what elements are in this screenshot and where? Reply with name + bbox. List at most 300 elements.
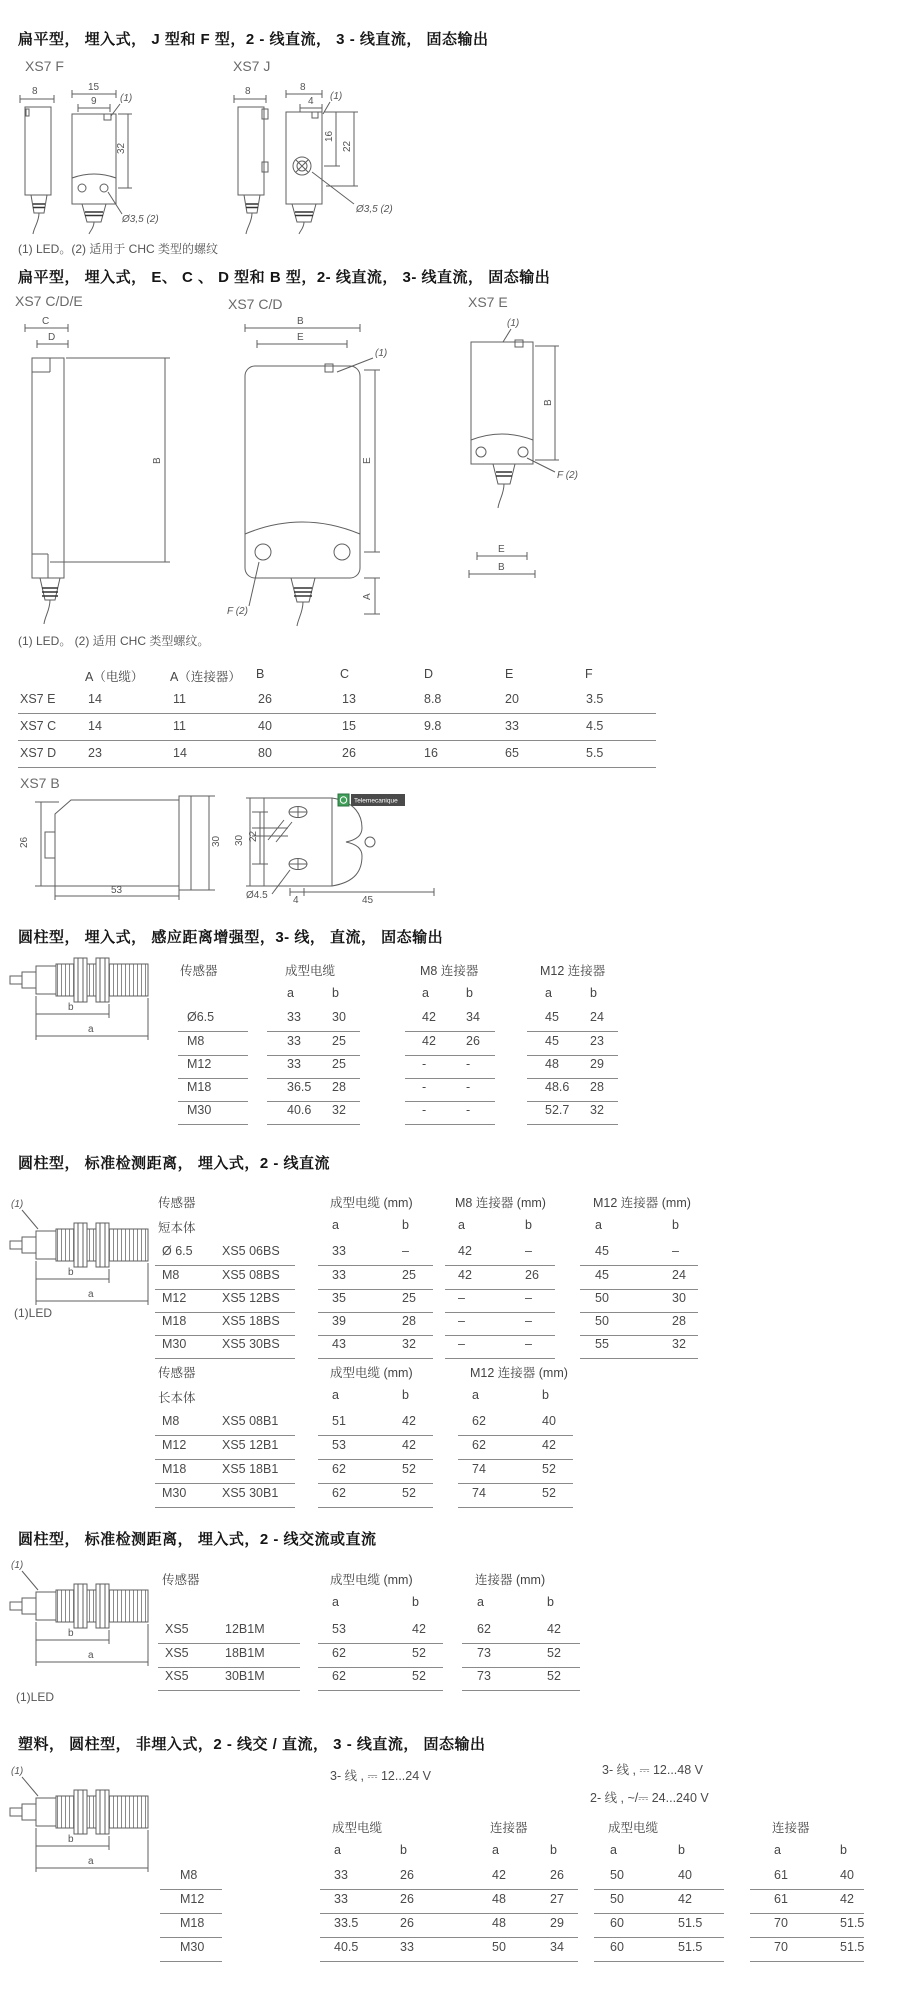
table-row <box>0 719 900 739</box>
cell: 16 <box>424 746 438 760</box>
table-row <box>0 1414 900 1434</box>
dim-label: B <box>498 562 505 573</box>
row-underline <box>18 740 656 741</box>
cell: 40 <box>542 1414 556 1428</box>
cell: 33 <box>334 1868 348 1882</box>
cell: 13 <box>342 692 356 706</box>
cell: 32 <box>672 1337 686 1351</box>
cell: 61 <box>774 1868 788 1882</box>
cell: 50 <box>492 1940 506 1954</box>
sub-col-b: b <box>542 1388 549 1402</box>
row-underline <box>267 1031 360 1032</box>
table-header-row <box>0 961 900 981</box>
row-underline <box>527 1078 618 1079</box>
row-code: XS5 12B1 <box>222 1438 279 1452</box>
col-header: M8 连接器 <box>420 964 479 978</box>
sub-col-a: a <box>422 986 429 1000</box>
row-underline <box>527 1101 618 1102</box>
row-underline <box>318 1667 443 1668</box>
cell: 73 <box>477 1669 491 1683</box>
svg-text:b: b <box>68 1834 74 1845</box>
row-underline <box>267 1101 360 1102</box>
row-code: 12B1M <box>225 1622 265 1636</box>
sub-col-b: b <box>466 986 473 1000</box>
sub-col-a: a <box>332 1218 339 1232</box>
cell: 42 <box>840 1892 854 1906</box>
hole-label: F (2) <box>227 606 248 617</box>
dim-label: E <box>297 332 304 343</box>
row-underline <box>155 1335 295 1336</box>
sub-col-b: b <box>840 1843 847 1857</box>
dim-label: 8 <box>300 82 306 93</box>
row-underline <box>178 1031 248 1032</box>
sub-col-a: a <box>545 986 552 1000</box>
row-underline <box>405 1124 495 1125</box>
dim-label: 15 <box>88 82 100 93</box>
row-underline <box>462 1690 580 1691</box>
row-underline <box>318 1358 433 1359</box>
cell: 33 <box>287 1034 301 1048</box>
table-subheader-row <box>0 1388 900 1408</box>
cell: 25 <box>402 1291 416 1305</box>
dim-label: 53 <box>111 885 123 896</box>
table-row <box>0 1244 900 1264</box>
dim-label: 32 <box>116 142 127 154</box>
cell: 62 <box>332 1462 346 1476</box>
col-header: 长本体 <box>158 1391 196 1405</box>
svg-text:b: b <box>68 1267 74 1278</box>
voltage-label-3: 2- 线 , ~/⎓ 24...240 V <box>590 1791 709 1805</box>
cell: 23 <box>590 1034 604 1048</box>
hole-label: Ø3,5 (2) <box>356 204 393 215</box>
row-underline <box>155 1483 295 1484</box>
table-row <box>0 1268 900 1288</box>
table-row <box>0 1291 900 1311</box>
cell: – <box>525 1244 532 1258</box>
row-underline <box>750 1889 864 1890</box>
sub-col-b: b <box>402 1388 409 1402</box>
row-underline <box>267 1055 360 1056</box>
section-title-flat-ecdb: 扁平型， 埋入式， E、 C 、 D 型和 B 型，2- 线直流， 3- 线直流， 固态输出 <box>18 269 551 286</box>
row-underline <box>320 1913 578 1914</box>
row-label: M18 <box>187 1080 212 1094</box>
row-label: M18 <box>162 1314 187 1328</box>
cell: 52 <box>547 1646 561 1660</box>
cell: – <box>525 1337 532 1351</box>
cell: 26 <box>550 1868 564 1882</box>
dim-label: 8 <box>32 86 38 97</box>
col-header: 连接器 <box>490 1821 528 1835</box>
row-underline <box>458 1459 573 1460</box>
table-header-row <box>0 1570 900 1590</box>
footnote-1: (1) LED。(2) 适用于 CHC 类型的螺纹 <box>18 242 219 256</box>
row-underline <box>155 1358 295 1359</box>
led-callout <box>11 1766 38 1796</box>
row-label: M12 <box>187 1057 212 1071</box>
xs7cd-outline <box>245 324 380 626</box>
model-label-xs7j: XS7 J <box>233 58 271 74</box>
svg-text:(1): (1) <box>11 1560 24 1571</box>
cell: 62 <box>332 1486 346 1500</box>
row-label: XS7 C <box>20 719 57 733</box>
cell: 39 <box>332 1314 346 1328</box>
table-row <box>0 692 900 712</box>
xs7b-side-drawing <box>15 790 233 905</box>
col-header: M12 连接器 (mm) <box>470 1366 568 1380</box>
col-header: 传感器 <box>158 1196 196 1210</box>
cell: - <box>422 1080 427 1094</box>
row-underline <box>580 1335 698 1336</box>
cell: - <box>422 1103 427 1117</box>
sub-col-b: b <box>402 1218 409 1232</box>
cell: 26 <box>466 1034 480 1048</box>
row-underline <box>445 1358 555 1359</box>
cell: 26 <box>258 692 272 706</box>
col-header: M8 连接器 (mm) <box>455 1196 546 1210</box>
dim-label: E <box>498 544 505 555</box>
xs7j-side-view <box>234 95 268 234</box>
col-header: 成型电缆 <box>332 1821 383 1835</box>
led-note: (1)LED <box>16 1690 55 1704</box>
xs7e-outline <box>469 329 559 578</box>
table-subheader-row <box>0 1218 900 1238</box>
cell: 4.5 <box>586 719 604 733</box>
cell: 45 <box>545 1034 559 1048</box>
row-label: M8 <box>180 1868 198 1882</box>
sub-col-b: b <box>590 986 597 1000</box>
row-code: XS5 08B1 <box>222 1414 279 1428</box>
cell: 42 <box>458 1268 472 1282</box>
row-code: XS5 18B1 <box>222 1462 279 1476</box>
row-label: M12 <box>180 1892 205 1906</box>
cell: 28 <box>332 1080 346 1094</box>
row-underline <box>750 1961 864 1962</box>
table-row <box>0 746 900 766</box>
hole-label: Ø3,5 (2) <box>122 214 159 225</box>
cell: 28 <box>402 1314 416 1328</box>
row-code: XS5 12BS <box>222 1291 280 1305</box>
table-row <box>0 1486 900 1506</box>
cell: 42 <box>422 1034 436 1048</box>
telemecanique-brand-badge <box>338 794 405 806</box>
cell: 25 <box>402 1268 416 1282</box>
model-label-xs7cde: XS7 C/D/E <box>15 293 83 309</box>
table-row <box>0 1034 900 1054</box>
table-row <box>0 1010 900 1030</box>
section-title-plastic-cyl: 塑料， 圆柱型， 非埋入式，2 - 线交 / 直流， 3 - 线直流， 固态输出 <box>18 1736 486 1753</box>
table-row <box>0 1103 900 1123</box>
cell: 42 <box>402 1414 416 1428</box>
cell: 48 <box>545 1057 559 1071</box>
cell: 48 <box>492 1916 506 1930</box>
cell: 32 <box>590 1103 604 1117</box>
sub-col-a: a <box>332 1595 339 1609</box>
col-header: A（电缆） <box>85 670 144 684</box>
col-header: 传感器 <box>162 1573 200 1587</box>
cell: 45 <box>595 1244 609 1258</box>
row-underline <box>405 1031 495 1032</box>
row-label: M12 <box>162 1438 187 1452</box>
xs7cde-outline <box>25 324 170 624</box>
cell: - <box>466 1057 471 1071</box>
row-underline <box>318 1435 433 1436</box>
cell: 26 <box>400 1892 414 1906</box>
cell: 62 <box>477 1622 491 1636</box>
svg-text:a: a <box>88 1856 94 1867</box>
row-underline <box>462 1643 580 1644</box>
cell: 45 <box>595 1268 609 1282</box>
row-underline <box>405 1078 495 1079</box>
row-code: XS5 18BS <box>222 1314 280 1328</box>
cell: 26 <box>342 746 356 760</box>
cell: 9.8 <box>424 719 442 733</box>
cell: 15 <box>342 719 356 733</box>
cell: 40.5 <box>334 1940 359 1954</box>
row-underline <box>445 1265 555 1266</box>
cell: 74 <box>472 1462 486 1476</box>
col-header: 成型电缆 <box>608 1821 659 1835</box>
table-row <box>0 1462 900 1482</box>
row-label: M8 <box>162 1414 180 1428</box>
row-underline <box>155 1435 295 1436</box>
col-header: E <box>505 667 514 681</box>
cell: 52 <box>412 1669 426 1683</box>
cell: – <box>458 1314 465 1328</box>
cell: 26 <box>400 1868 414 1882</box>
table-row <box>0 1622 900 1642</box>
cell: 33.5 <box>334 1916 359 1930</box>
cell: - <box>466 1080 471 1094</box>
cell: 42 <box>422 1010 436 1024</box>
row-underline <box>178 1055 248 1056</box>
cell: 29 <box>550 1916 564 1930</box>
row-code: XS5 08BS <box>222 1268 280 1282</box>
sub-col-b: b <box>400 1843 407 1857</box>
cell: 62 <box>332 1669 346 1683</box>
table-row <box>0 1646 900 1666</box>
xs7f-side-view <box>20 95 54 234</box>
cell: 33 <box>287 1010 301 1024</box>
sub-col-a: a <box>334 1843 341 1857</box>
row-label: M12 <box>162 1291 187 1305</box>
table-row <box>0 1080 900 1100</box>
row-underline <box>155 1459 295 1460</box>
row-underline <box>580 1289 698 1290</box>
dim-label: 30 <box>211 835 222 847</box>
sub-col-b: b <box>672 1218 679 1232</box>
xs7b-front-drawing <box>234 790 450 906</box>
cell: 80 <box>258 746 272 760</box>
cell: 55 <box>595 1337 609 1351</box>
row-underline <box>318 1265 433 1266</box>
cell: 29 <box>590 1057 604 1071</box>
row-underline <box>580 1265 698 1266</box>
row-code: XS5 30BS <box>222 1337 280 1351</box>
cell: 8.8 <box>424 692 442 706</box>
cell: - <box>466 1103 471 1117</box>
cell: – <box>458 1291 465 1305</box>
table-subheader-row <box>0 1843 900 1863</box>
footnote-2: (1) LED。 (2) 适用 CHC 类型螺纹。 <box>18 634 210 648</box>
row-underline <box>750 1913 864 1914</box>
row-underline <box>527 1055 618 1056</box>
row-label: M30 <box>187 1103 212 1117</box>
xs7j-dimension-drawing <box>228 82 440 234</box>
row-underline <box>318 1459 433 1460</box>
cell: 27 <box>550 1892 564 1906</box>
row-underline <box>458 1507 573 1508</box>
row-label: XS7 D <box>20 746 57 760</box>
xs7e-front-drawing <box>455 314 605 626</box>
col-header: A（连接器） <box>170 670 241 684</box>
cell: 28 <box>590 1080 604 1094</box>
row-underline <box>160 1937 222 1938</box>
cell: 43 <box>332 1337 346 1351</box>
cell: 73 <box>477 1646 491 1660</box>
row-underline <box>594 1913 724 1914</box>
row-label: M8 <box>162 1268 180 1282</box>
table-header-row <box>0 1193 900 1213</box>
row-underline <box>155 1265 295 1266</box>
sub-col-a: a <box>458 1218 465 1232</box>
row-underline <box>320 1937 578 1938</box>
col-header: 传感器 <box>180 964 218 978</box>
row-underline <box>158 1643 300 1644</box>
row-underline <box>155 1507 295 1508</box>
brand-label: Telemecanique <box>354 797 398 805</box>
table-row <box>0 1940 900 1960</box>
dim-label: 8 <box>245 86 251 97</box>
cell: 24 <box>672 1268 686 1282</box>
sub-col-a: a <box>472 1388 479 1402</box>
sub-col-a: a <box>610 1843 617 1857</box>
cell: 40 <box>678 1868 692 1882</box>
col-header: F <box>585 667 593 681</box>
voltage-label-2: 3- 线 , ⎓ 12...48 V <box>602 1763 703 1777</box>
cell: 34 <box>550 1940 564 1954</box>
row-underline <box>462 1667 580 1668</box>
cell: 36.5 <box>287 1080 312 1094</box>
sub-col-b: b <box>332 986 339 1000</box>
cell: 30 <box>332 1010 346 1024</box>
row-underline <box>580 1312 698 1313</box>
cell: 74 <box>472 1486 486 1500</box>
col-header: 连接器 (mm) <box>475 1573 546 1587</box>
led-callout-label: (1) <box>330 91 343 102</box>
cell: 50 <box>610 1868 624 1882</box>
cell: 14 <box>88 719 102 733</box>
dim-label: B <box>152 457 163 464</box>
row-underline <box>318 1312 433 1313</box>
row-underline <box>750 1937 864 1938</box>
cell: 60 <box>610 1916 624 1930</box>
cell: - <box>422 1057 427 1071</box>
dim-label: 22 <box>248 830 259 842</box>
cell: 40.6 <box>287 1103 312 1117</box>
dim-label: 4 <box>308 96 314 107</box>
cell: 32 <box>332 1103 346 1117</box>
row-underline <box>405 1101 495 1102</box>
led-callout-label: (1) <box>375 348 388 359</box>
col-header: B <box>256 667 265 681</box>
dim-label: D <box>48 332 56 343</box>
row-label: M18 <box>162 1462 187 1476</box>
row-underline <box>178 1124 248 1125</box>
row-underline <box>318 1507 433 1508</box>
cell: 50 <box>595 1314 609 1328</box>
col-header: 连接器 <box>772 1821 810 1835</box>
table-subheader-row <box>0 1595 900 1615</box>
cell: 52 <box>542 1462 556 1476</box>
row-underline <box>320 1961 578 1962</box>
cell: 48.6 <box>545 1080 570 1094</box>
dim-label: 22 <box>342 140 353 152</box>
table-subheader-row <box>0 986 900 1006</box>
cell: 50 <box>595 1291 609 1305</box>
row-underline <box>160 1889 222 1890</box>
cell: 42 <box>458 1244 472 1258</box>
row-label: Ø6.5 <box>187 1010 215 1024</box>
sub-col-a: a <box>332 1388 339 1402</box>
led-callout-label: (1) <box>120 93 133 104</box>
row-underline <box>527 1031 618 1032</box>
cell: 52.7 <box>545 1103 570 1117</box>
sub-col-b: b <box>547 1595 554 1609</box>
row-label: XS5 <box>165 1622 189 1636</box>
cell: 51.5 <box>840 1916 865 1930</box>
model-label-xs7cd: XS7 C/D <box>228 296 283 312</box>
sub-col-a: a <box>595 1218 602 1232</box>
row-underline <box>594 1937 724 1938</box>
row-label: M30 <box>162 1337 187 1351</box>
row-label: XS5 <box>165 1646 189 1660</box>
cell: – <box>525 1291 532 1305</box>
cell: 51.5 <box>840 1940 865 1954</box>
col-header: 成型电缆 (mm) <box>330 1366 413 1380</box>
row-label: M30 <box>180 1940 205 1954</box>
table-row <box>0 1892 900 1912</box>
row-underline <box>458 1483 573 1484</box>
cell: 53 <box>332 1438 346 1452</box>
cell: 62 <box>472 1414 486 1428</box>
sub-col-a: a <box>287 986 294 1000</box>
cell: 33 <box>400 1940 414 1954</box>
cell: 42 <box>542 1438 556 1452</box>
cell: 42 <box>678 1892 692 1906</box>
table-row <box>0 1057 900 1077</box>
svg-text:b: b <box>68 1628 74 1639</box>
cell: 11 <box>173 692 186 706</box>
row-code: 18B1M <box>225 1646 265 1660</box>
row-underline <box>445 1312 555 1313</box>
model-label-xs7e: XS7 E <box>468 294 508 310</box>
dim-label: C <box>42 316 50 327</box>
cell: 33 <box>332 1268 346 1282</box>
cell: 52 <box>402 1486 416 1500</box>
row-code: XS5 30B1 <box>222 1486 279 1500</box>
row-label: XS5 <box>165 1669 189 1683</box>
cell: 28 <box>672 1314 686 1328</box>
sub-col-b: b <box>412 1595 419 1609</box>
svg-text:b: b <box>68 1002 74 1013</box>
cell: 26 <box>400 1916 414 1930</box>
dim-label: E <box>362 457 373 464</box>
table-row <box>0 1868 900 1888</box>
cell: 32 <box>402 1337 416 1351</box>
row-underline <box>318 1289 433 1290</box>
row-underline <box>318 1483 433 1484</box>
row-underline <box>18 767 656 768</box>
